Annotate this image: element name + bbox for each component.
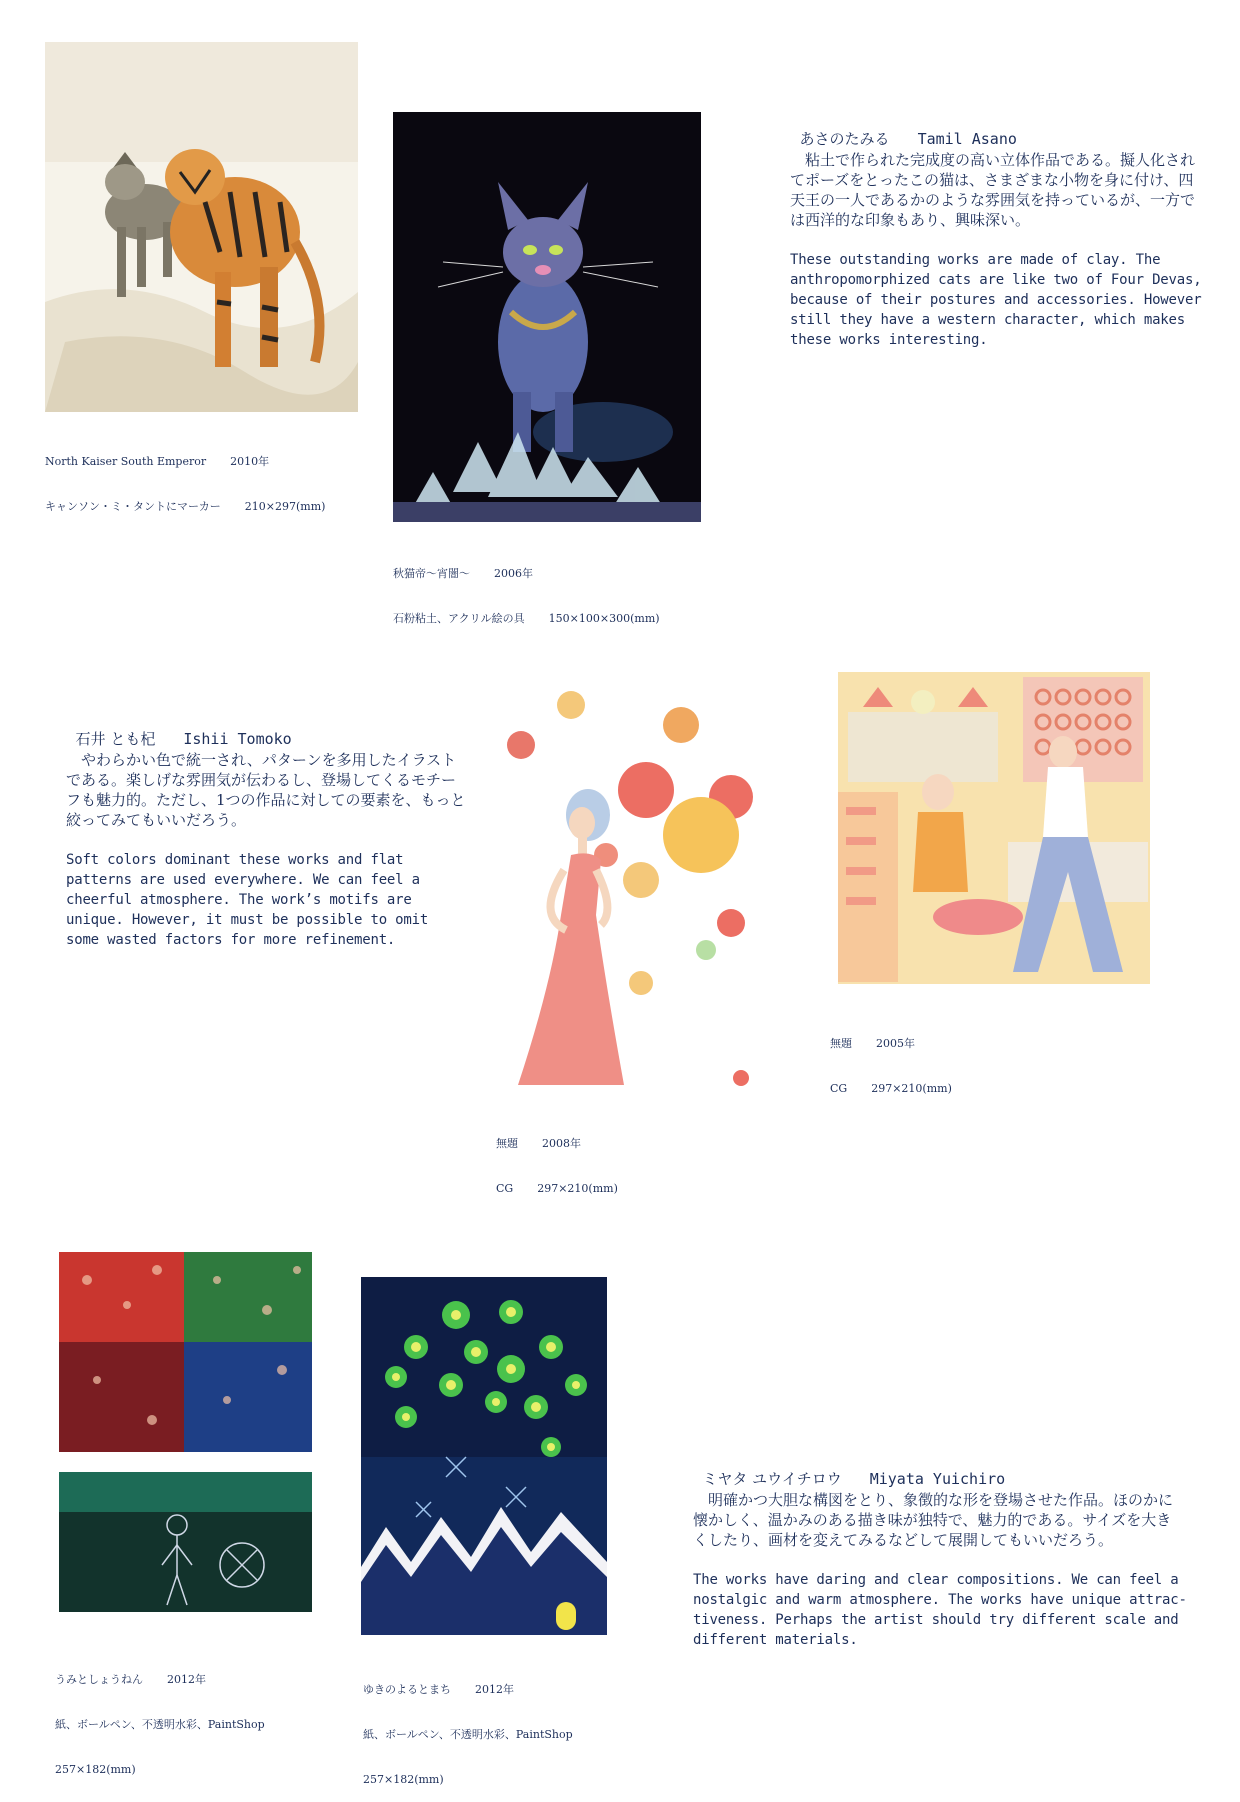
work-year: 2005年 (876, 1037, 915, 1050)
comment-en-ishii: Soft colors dominant these works and flat patterns are used everywhere. We can feel a cheerful atmosphere. The work’s motifs are unique. However, it must be possible to omit some wasted factors for more refinement. (66, 852, 429, 948)
artwork-cafe-scene (838, 672, 1150, 984)
work-title: 無題 (830, 1037, 852, 1050)
comment-jp-ishii: やわらかい色で統一され、パターンを多用したイラストである。楽しげな雰囲気が伝わるし、登場してくるモチーフも魅力的。ただし、1つの作品に対しての要素を、もっと絞ってみてもいいだろう。 (66, 751, 466, 829)
work-title: 秋猫帝～宵闇～ (393, 567, 470, 580)
work-year: 2012年 (167, 1673, 206, 1686)
work-medium: 紙、ボールペン、不透明水彩、PaintShop (55, 1718, 265, 1731)
work-medium: 紙、ボールペン、不透明水彩、PaintShop (363, 1728, 573, 1741)
work-caption-autumn-cat (393, 536, 660, 641)
work-size: 297×210(mm) (537, 1182, 618, 1195)
work-year: 2012年 (475, 1683, 514, 1696)
work-size: 150×100×300(mm) (548, 612, 660, 625)
work-caption-snowy-town (363, 1652, 573, 1802)
artist-name-en: Tamil Asano (917, 130, 1017, 148)
work-year: 2008年 (542, 1137, 581, 1150)
work-title: 無題 (496, 1137, 518, 1150)
work-medium: キャンソン・ミ・タントにマーカー (45, 500, 221, 513)
artwork-clay-cat (393, 112, 701, 522)
artist-name-jp: 石井 とも杞 (75, 730, 156, 748)
work-title: North Kaiser South Emperor (45, 455, 207, 468)
comment-en-asano: These outstanding works are made of clay. The anthropomorphized cats are like two of Four Devas, because of their postures and accessories. However still they have a western character, which makes these works interesting. (790, 252, 1202, 348)
artist-name-jp: ミヤタ ユウイチロウ (702, 1470, 842, 1488)
work-size: 210×297(mm) (244, 500, 326, 513)
artwork-snowy-night-town (361, 1277, 607, 1635)
artwork-wolf-tiger (45, 42, 358, 412)
artist-name-jp: あさのたみる (799, 130, 890, 148)
comment-en-miyata: The works have daring and clear compositions. We can feel a nostalgic and warm atmosphere. The works have unique attrac-tiveness. Perhaps the artist should try different scale and different materials. (693, 1572, 1187, 1648)
artist-name-en: Ishii Tomoko (183, 730, 292, 748)
artist-name-ishii (66, 710, 292, 749)
artwork-sea-boy (57, 1250, 315, 1618)
work-size: 257×182(mm) (55, 1763, 136, 1776)
work-size: 257×182(mm) (363, 1773, 444, 1786)
work-medium: CG (830, 1082, 848, 1095)
work-year: 2006年 (494, 567, 533, 580)
work-medium: 石粉粘土、アクリル絵の具 (393, 612, 525, 625)
work-title: うみとしょうねん (55, 1673, 143, 1686)
comment-jp-asano: 粘土で作られた完成度の高い立体作品である。擬人化されてポーズをとったこの猫は、さまざまな小物を身に付け、四天王の一人であるかのような雰囲気を持っているが、一方では西洋的な印象もあり、興味深い。 (790, 151, 1196, 229)
work-medium: CG (496, 1182, 514, 1195)
work-title: ゆきのよるとまち (363, 1683, 451, 1696)
artwork-woman-flowers (496, 685, 796, 1095)
work-caption-ishii-2005 (830, 1006, 952, 1111)
artist-name-en: Miyata Yuichiro (869, 1470, 1006, 1488)
work-caption-ishii-2008 (496, 1106, 618, 1211)
comment-jp-miyata: 明確かつ大胆な構図をとり、象徴的な形を登場させた作品。ほのかに懐かしく、温かみのある描き味が独特で、魅力的である。サイズを大きくしたり、画材を変えてみるなどして展開してもいいだろう。 (693, 1491, 1174, 1549)
work-size: 297×210(mm) (871, 1082, 952, 1095)
artist-name-miyata (693, 1450, 1005, 1489)
artist-name-asano (790, 110, 1017, 149)
work-caption-sea-boy (55, 1642, 265, 1792)
work-caption-north-kaiser (45, 424, 325, 529)
work-year: 2010年 (230, 455, 270, 468)
